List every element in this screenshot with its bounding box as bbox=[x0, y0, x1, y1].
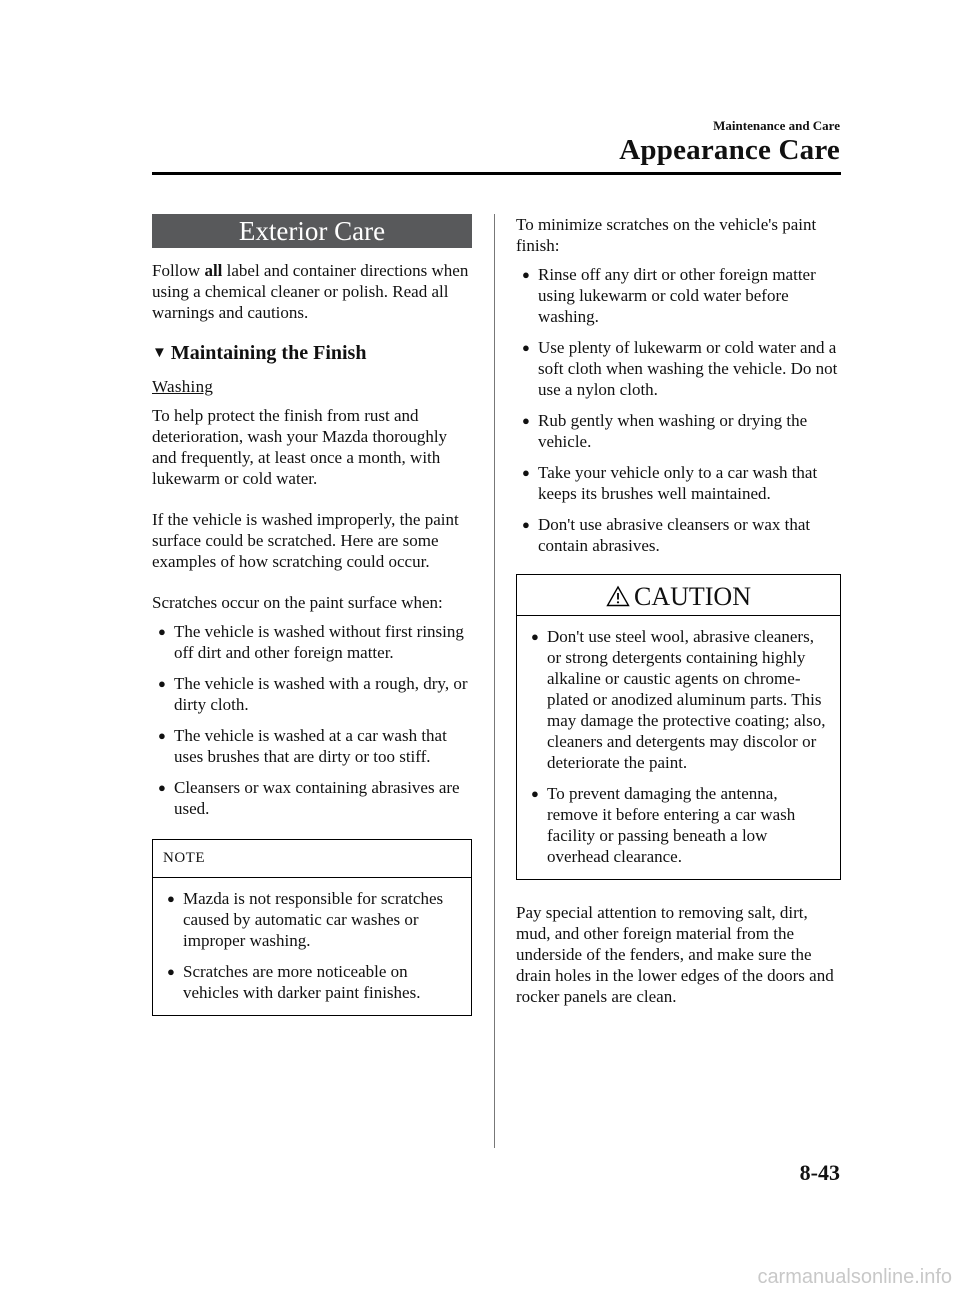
bullet-icon: ● bbox=[158, 780, 166, 795]
warning-triangle-icon bbox=[606, 585, 630, 607]
list-item-text: To prevent damaging the antenna, remove it before entering a car wash facility or passing beneath a low overhead clearance. bbox=[547, 784, 796, 866]
bullet-icon: ● bbox=[167, 891, 175, 906]
bullet-icon: ● bbox=[522, 465, 530, 480]
list-item bbox=[152, 621, 472, 663]
list-item-text: The vehicle is washed without first rinsing off dirt and other foreign matter. bbox=[174, 622, 464, 662]
list-item bbox=[525, 626, 832, 773]
list-item bbox=[152, 673, 472, 715]
intro-bold-word: all bbox=[204, 261, 223, 280]
list-item bbox=[516, 410, 841, 452]
intro-text-after: label and container directions when using a chemical cleaner or polish. Read all warnings and cautions. bbox=[152, 261, 469, 322]
paragraph: Scratches occur on the paint surface when: bbox=[152, 593, 443, 612]
list-item bbox=[516, 337, 841, 400]
bullet-icon: ● bbox=[531, 786, 539, 801]
minor-heading: Washing bbox=[152, 377, 214, 396]
right-column bbox=[516, 214, 841, 1027]
bullet-icon: ● bbox=[158, 728, 166, 743]
list-item-text: Use plenty of lukewarm or cold water and a soft cloth when washing the vehicle. Do not use a nylon cloth. bbox=[538, 338, 838, 399]
bullet-list bbox=[152, 621, 472, 819]
bullet-icon: ● bbox=[531, 629, 539, 644]
caution-title: CAUTION bbox=[634, 581, 751, 611]
list-item-text: The vehicle is washed at a car wash that uses brushes that are dirty or too stiff. bbox=[174, 726, 447, 766]
page-number: 8-43 bbox=[799, 1160, 840, 1185]
list-item bbox=[152, 725, 472, 767]
note-body bbox=[153, 878, 471, 1015]
paragraph: If the vehicle is washed improperly, the paint surface could be scratched. Here are some examples of how scratching could occur. bbox=[152, 510, 459, 571]
down-triangle-icon: ▼ bbox=[152, 345, 167, 361]
caution-header bbox=[517, 575, 840, 616]
list-item-text: Mazda is not responsible for scratches caused by automatic car washes or improper washing. bbox=[183, 889, 444, 950]
intro-paragraph bbox=[152, 260, 472, 323]
list-item bbox=[516, 514, 841, 556]
column-divider bbox=[494, 214, 495, 1148]
list-item bbox=[516, 462, 841, 504]
list-item bbox=[152, 777, 472, 819]
intro-text-before: Follow bbox=[152, 261, 201, 280]
caution-body bbox=[517, 616, 840, 879]
list-item bbox=[161, 888, 461, 951]
list-item-text: Don't use abrasive cleansers or wax that contain abrasives. bbox=[538, 515, 811, 555]
list-item-text: Don't use steel wool, abrasive cleaners, or strong detergents containing highly alkaline or caustic agents on chrome-plated or anodized aluminum parts. This may damage the protective coating; also, cleaners and detergents may discolor or deteriorate the paint. bbox=[547, 627, 826, 772]
bullet-icon: ● bbox=[522, 413, 530, 428]
bullet-icon: ● bbox=[167, 964, 175, 979]
chapter-title: Maintenance and Care bbox=[713, 118, 840, 133]
list-item-text: Scratches are more noticeable on vehicles with darker paint finishes. bbox=[183, 962, 421, 1002]
paragraph: To help protect the finish from rust and deterioration, wash your Mazda thoroughly and frequently, at least once a month, with lukewarm or cold water. bbox=[152, 406, 448, 488]
paragraph: To minimize scratches on the vehicle's paint finish: bbox=[516, 215, 817, 255]
list-item-text: Rub gently when washing or drying the vehicle. bbox=[538, 411, 808, 451]
subheading bbox=[152, 343, 472, 364]
list-item bbox=[161, 961, 461, 1003]
bullet-icon: ● bbox=[158, 676, 166, 691]
bullet-icon: ● bbox=[158, 624, 166, 639]
header-rule bbox=[152, 172, 841, 175]
bullet-icon: ● bbox=[522, 267, 530, 282]
bullet-list bbox=[516, 264, 841, 556]
bullet-icon: ● bbox=[522, 340, 530, 355]
list-item-text: Cleansers or wax containing abrasives are used. bbox=[174, 778, 460, 818]
list-item bbox=[516, 264, 841, 327]
section-title: Appearance Care bbox=[619, 134, 840, 166]
note-box bbox=[152, 839, 472, 1016]
list-item-text: The vehicle is washed with a rough, dry, or dirty cloth. bbox=[174, 674, 468, 714]
paragraph: Pay special attention to removing salt, dirt, mud, and other foreign material from the underside of the fenders, and make sure the drain holes in the lower edges of the doors and rocker panels are clean. bbox=[516, 903, 834, 1006]
bullet-icon: ● bbox=[522, 517, 530, 532]
caution-list bbox=[525, 626, 832, 867]
list-item-text: Take your vehicle only to a car wash that keeps its brushes well maintained. bbox=[538, 463, 818, 503]
caution-box bbox=[516, 574, 841, 880]
list-item bbox=[525, 783, 832, 867]
note-title: NOTE bbox=[153, 840, 471, 878]
section-banner: Exterior Care bbox=[152, 214, 472, 248]
watermark: carmanualsonline.info bbox=[757, 1266, 952, 1288]
note-list bbox=[161, 888, 461, 1003]
subheading-text: Maintaining the Finish bbox=[170, 342, 367, 364]
list-item-text: Rinse off any dirt or other foreign matter using lukewarm or cold water before washing. bbox=[538, 265, 816, 326]
left-column bbox=[152, 214, 472, 1016]
